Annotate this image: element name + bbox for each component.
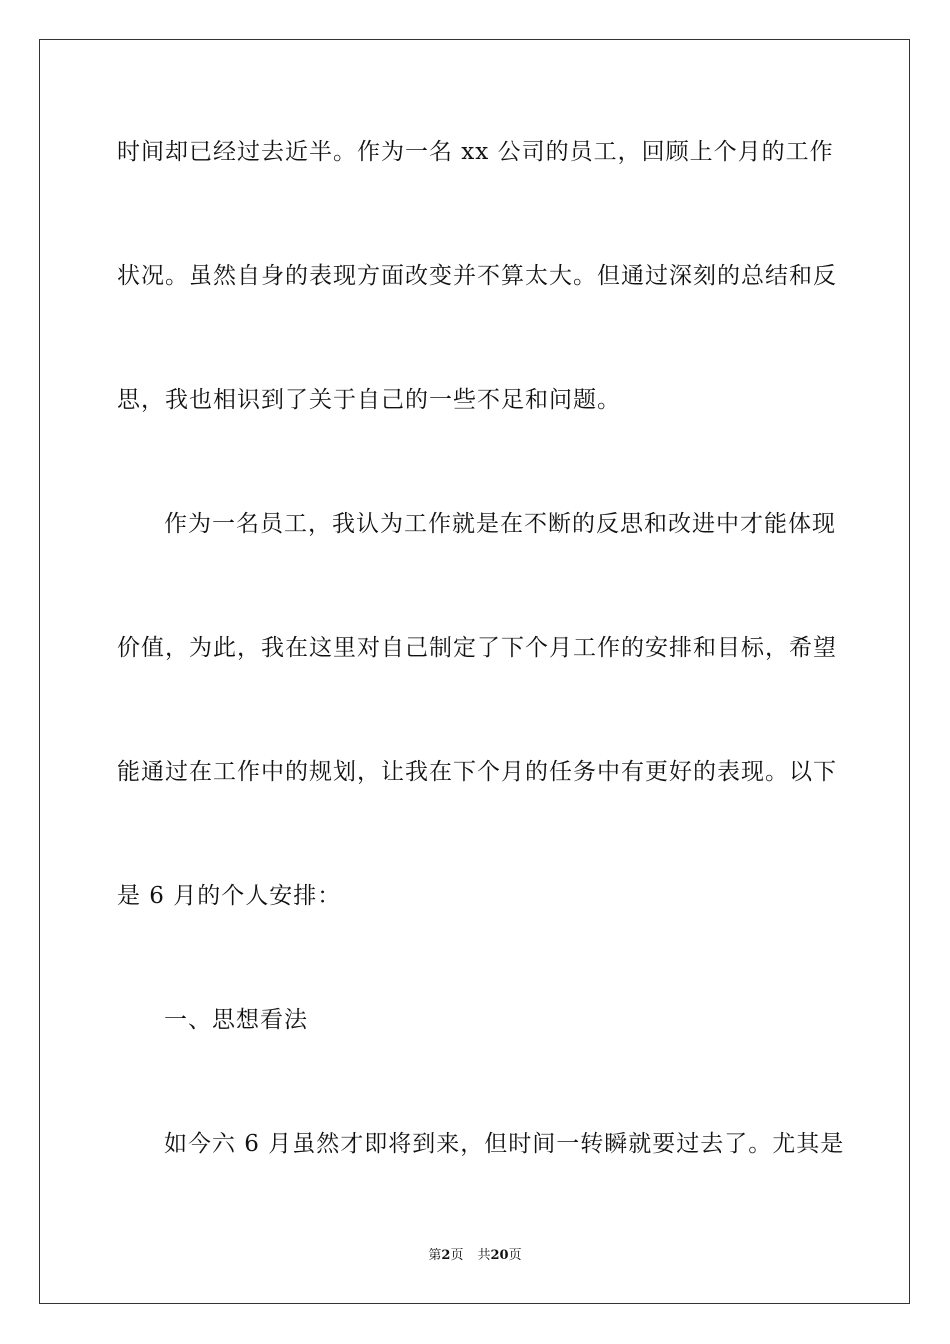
total-prefix: 共 — [477, 1248, 491, 1263]
page-footer — [0, 1247, 950, 1265]
total-pages: 20 — [490, 1248, 509, 1263]
paragraph-line-2: 价值，为此，我在这里对自己制定了下个月工作的安排和目标，希望 — [117, 635, 837, 661]
page-suffix: 页 — [450, 1248, 464, 1263]
text-line-2: 状况。虽然自身的表现方面改变并不算太大。但通过深刻的总结和反 — [117, 263, 837, 289]
page-prefix: 第 — [428, 1248, 442, 1263]
paragraph-line-4: 是 6 月的个人安排： — [117, 883, 342, 909]
paragraph-2-line-1: 如今六 6 月虽然才即将到来，但时间一转瞬就要过去了。尤其是 — [164, 1131, 845, 1157]
paragraph-line-3: 能通过在工作中的规划，让我在下个月的任务中有更好的表现。以下 — [117, 759, 837, 785]
paragraph-line-1: 作为一名员工，我认为工作就是在不断的反思和改进中才能体现 — [164, 511, 836, 537]
text-line-3: 思，我也相识到了关于自己的一些不足和问题。 — [117, 387, 621, 413]
total-suffix: 页 — [508, 1248, 522, 1263]
section-heading: 一、思想看法 — [164, 1007, 308, 1033]
page-border — [39, 39, 910, 1304]
page-number: 2 — [441, 1248, 451, 1263]
text-line-1: 时间却已经过去近半。作为一名 xx 公司的员工，回顾上个月的工作 — [117, 139, 834, 165]
